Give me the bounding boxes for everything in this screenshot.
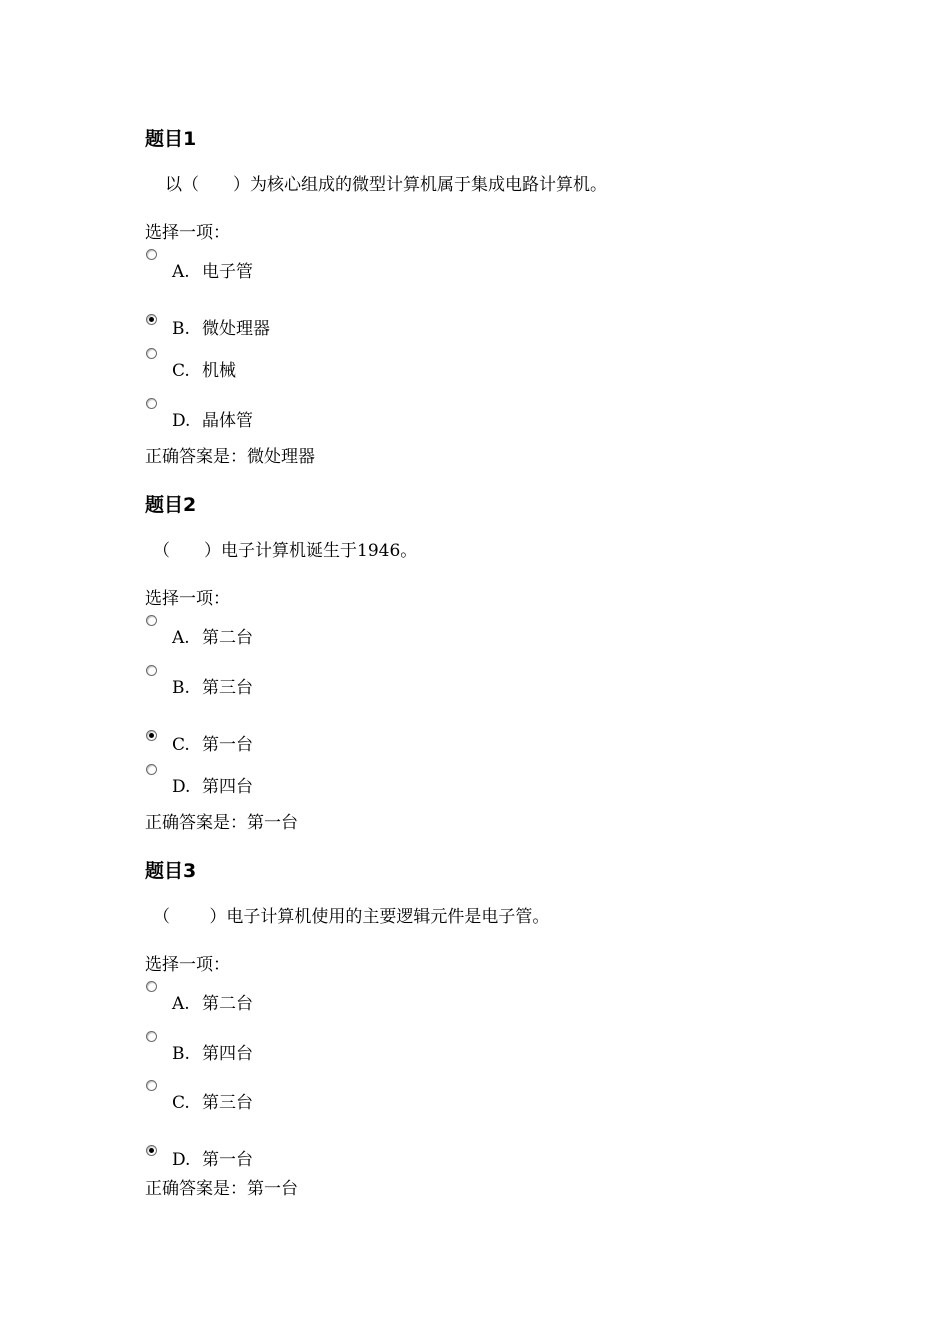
option-letter: C.: [172, 361, 190, 381]
option-text: 机械: [202, 361, 236, 381]
option-text: 第一台: [202, 735, 253, 755]
option-letter: B.: [172, 319, 190, 339]
option-letter: B.: [172, 1044, 190, 1064]
question-2-title: 题目2: [145, 494, 197, 516]
question-1-option-b-radio[interactable]: [146, 314, 157, 325]
option-letter: A.: [172, 262, 190, 282]
question-2-text: （ ）电子计算机诞生于1946。: [153, 541, 418, 561]
option-text: 第三台: [202, 1093, 253, 1113]
option-letter: B.: [172, 678, 190, 698]
option-letter: C.: [172, 1093, 190, 1113]
option-text: 第四台: [202, 1044, 253, 1064]
question-1-text: 以（ ）为核心组成的微型计算机属于集成电路计算机。: [165, 175, 607, 195]
option-text: 微处理器: [202, 319, 270, 339]
question-2-option-c[interactable]: [172, 734, 253, 756]
question-2-option-b-radio[interactable]: [146, 665, 157, 676]
question-1-option-a-radio[interactable]: [146, 249, 157, 260]
question-1-prompt: 选择一项：: [145, 223, 230, 243]
option-letter: A.: [172, 994, 190, 1014]
question-1-correct-answer: 正确答案是：微处理器: [145, 447, 315, 467]
question-3-title: 题目3: [145, 860, 197, 882]
option-text: 第二台: [202, 628, 253, 648]
question-2-option-c-radio[interactable]: [146, 730, 157, 741]
option-text: 第三台: [202, 678, 253, 698]
question-3-prompt: 选择一项：: [145, 955, 230, 975]
question-2-option-a-radio[interactable]: [146, 615, 157, 626]
question-1-option-a[interactable]: [172, 261, 253, 283]
option-text: 第四台: [202, 777, 253, 797]
question-2-option-a[interactable]: [172, 627, 253, 649]
question-1-option-c[interactable]: [172, 360, 236, 382]
question-3-option-d-radio[interactable]: [146, 1145, 157, 1156]
question-3-option-b[interactable]: [172, 1043, 253, 1065]
question-3-text: （ ）电子计算机使用的主要逻辑元件是电子管。: [153, 907, 550, 927]
option-letter: A.: [172, 628, 190, 648]
question-3-option-a-radio[interactable]: [146, 981, 157, 992]
option-text: 电子管: [202, 262, 253, 282]
question-1-option-b[interactable]: [172, 318, 270, 340]
question-3-option-c-radio[interactable]: [146, 1080, 157, 1091]
question-2-correct-answer: 正确答案是：第一台: [145, 813, 298, 833]
question-3-option-c[interactable]: [172, 1092, 253, 1114]
question-3-correct-answer: 正确答案是：第一台: [145, 1179, 298, 1199]
option-letter: D.: [172, 777, 191, 797]
question-3-option-a[interactable]: [172, 993, 253, 1015]
question-2-option-b[interactable]: [172, 677, 253, 699]
question-3-option-b-radio[interactable]: [146, 1031, 157, 1042]
question-3-option-d[interactable]: [172, 1149, 253, 1171]
question-2-option-d[interactable]: [172, 776, 253, 798]
option-letter: D.: [172, 1150, 191, 1170]
question-1-option-c-radio[interactable]: [146, 348, 157, 359]
option-text: 第二台: [202, 994, 253, 1014]
question-1-title: 题目1: [145, 128, 197, 150]
option-text: 晶体管: [202, 411, 253, 431]
question-2-prompt: 选择一项：: [145, 589, 230, 609]
question-1-option-d-radio[interactable]: [146, 398, 157, 409]
option-letter: D.: [172, 411, 191, 431]
option-text: 第一台: [202, 1150, 253, 1170]
option-letter: C.: [172, 735, 190, 755]
question-1-option-d[interactable]: [172, 410, 253, 432]
question-2-option-d-radio[interactable]: [146, 764, 157, 775]
